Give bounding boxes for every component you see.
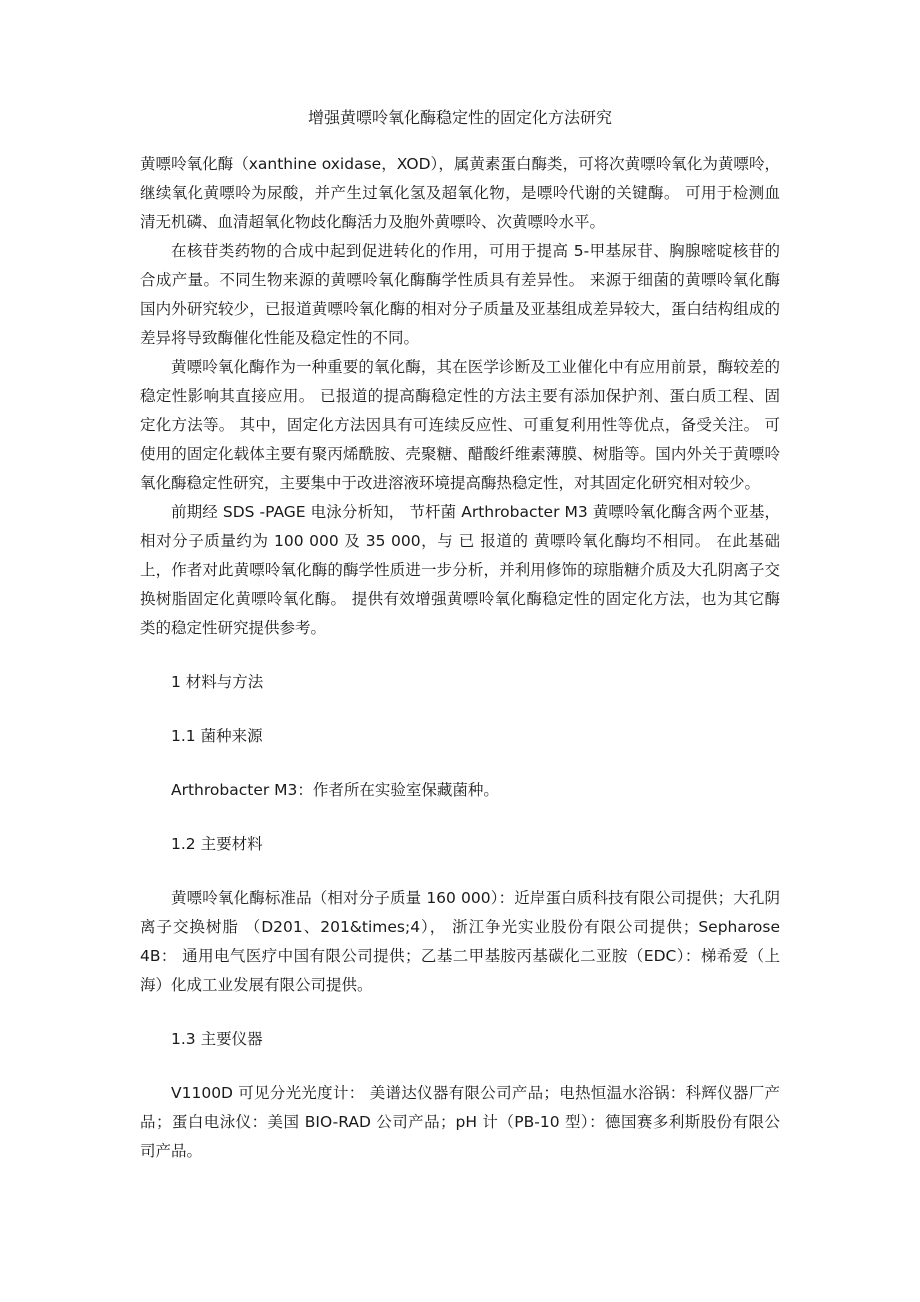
document-title: 增强黄嘌呤氧化酶稳定性的固定化方法研究 [307, 108, 612, 127]
paragraph-strain-source: Arthrobacter M3：作者所在实验室保藏菌种。 [171, 781, 499, 799]
section-heading-strain-source: 1.1 菌种来源 [171, 727, 263, 745]
section-heading-materials-methods: 1 材料与方法 [171, 673, 264, 691]
section-heading-main-materials: 1.2 主要材料 [171, 835, 263, 853]
paragraph-stability-immobilization: 黄嘌呤氧化酶作为一种重要的氧化酶，其在医学诊断及工业催化中有应用前景，酶较差的稳定性影响其直接应用。 已报道的提高酶稳定性的方法主要有添加保护剂、蛋白质工程、固定化方法等。 其中，固定化方法因具有可连续反应性、可重复利用性等优点，备受关注。 可使用的固定化载体主要有聚丙烯酰胺、壳聚糖、醋酸纤维素薄膜、树脂等。国内外关于黄嘌呤氧化酶稳定性研究，主要集中于改进溶液环境提高酶热稳定性，对其固定化研究相对较少。 [140, 358, 780, 492]
paragraph-xod-intro: 黄嘌呤氧化酶（xanthine oxidase，XOD），属黄素蛋白酶类，可将次黄嘌呤氧化为黄嘌呤，继续氧化黄嘌呤为尿酸，并产生过氧化氢及超氧化物，是嘌呤代谢的关键酶。 可用于检测血清无机磷、血清超氧化物歧化酶活力及胞外黄嘌呤、次黄嘌呤水平。 [140, 155, 780, 231]
paragraph-sds-page-analysis: 前期经 SDS -PAGE 电泳分析知， 节杆菌 Arthrobacter M3 黄嘌呤氧化酶含两个亚基， 相对分子质量约为 100 000 及 35 000，与 已 报道的 黄嘌呤氧化酶均不相同。 在此基础上，作者对此黄嘌呤氧化酶的酶学性质进一步分析，并利用修饰的琼脂糖介质及大孔阴离子交换树脂固定化黄嘌呤氧化酶。 提供有效增强黄嘌呤氧化酶稳定性的固定化方法，也为其它酶类的稳定性研究提供参考。 [140, 503, 780, 637]
paragraph-nucleoside-synthesis: 在核苷类药物的合成中起到促进转化的作用，可用于提高 5-甲基尿苷、胸腺嘧啶核苷的合成产量。不同生物来源的黄嘌呤氧化酶酶学性质具有差异性。 来源于细菌的黄嘌呤氧化酶国内外研究较少，已报道黄嘌呤氧化酶的相对分子质量及亚基组成差异较大，蛋白结构组成的差异将导致酶催化性能及稳定性的不同。 [140, 242, 780, 347]
section-heading-main-instruments: 1.3 主要仪器 [171, 1030, 263, 1048]
paragraph-main-materials: 黄嘌呤氧化酶标准品（相对分子质量 160 000）：近岸蛋白质科技有限公司提供；大孔阴离子交换树脂 （D201、201&times;4）， 浙江争光实业股份有限公司提供；Sepharose 4B： 通用电气医疗中国有限公司提供；乙基二甲基胺丙基碳化二亚胺（EDC）：梯希爱（上海）化成工业发展有限公司提供。 [140, 889, 780, 994]
paragraph-main-instruments: V1100D 可见分光光度计： 美谱达仪器有限公司产品；电热恒温水浴锅：科辉仪器厂产品；蛋白电泳仪：美国 BIO-RAD 公司产品；pH 计（PB-10 型）：德国赛多利斯股份有限公司产品。 [140, 1084, 780, 1160]
